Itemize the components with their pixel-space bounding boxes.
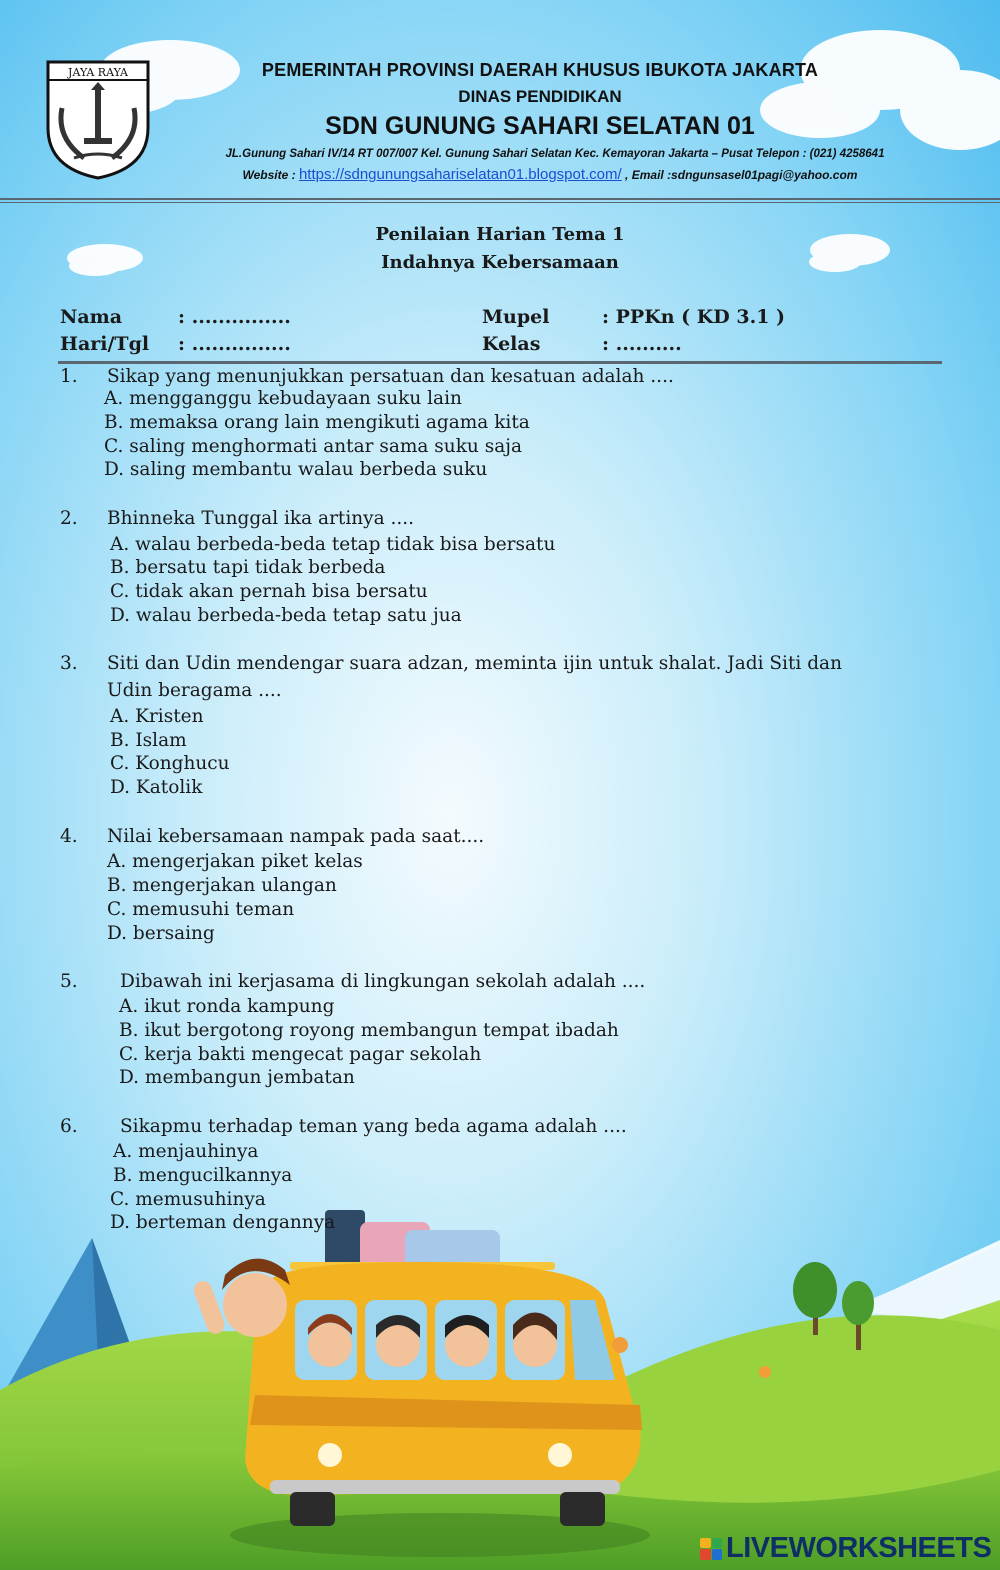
option-5a[interactable]: A. ikut ronda kampung: [119, 996, 335, 1017]
question-number: 2.: [60, 508, 78, 529]
header-divider-thin: [0, 202, 1000, 203]
liveworksheets-badge-icon: [700, 1538, 722, 1560]
option-3a[interactable]: A. Kristen: [110, 706, 204, 727]
mupel-label: Mupel: [482, 306, 550, 328]
government-heading: PEMERINTAH PROVINSI DAERAH KHUSUS IBUKOTA JAKARTA: [261, 60, 819, 80]
question-number: 4.: [60, 826, 78, 847]
question-stem: Dibawah ini kerjasama di lingkungan sekolah adalah ....: [120, 971, 646, 992]
option-5d[interactable]: D. membangun jembatan: [119, 1067, 355, 1088]
question-number: 3.: [60, 653, 78, 674]
nama-field[interactable]: : ...............: [178, 306, 291, 328]
option-6d[interactable]: D. berteman dengannya: [110, 1212, 336, 1233]
question-number: 6.: [60, 1116, 78, 1137]
question-3-continued: Udin beragama ....: [107, 680, 282, 701]
email-text: , Email :sdngunsasel01pagi@yahoo.com: [625, 168, 858, 182]
option-4d[interactable]: D. bersaing: [107, 923, 215, 944]
option-2d[interactable]: D. walau berbeda-beda tetap satu jua: [110, 605, 462, 626]
assessment-title: Penilaian Harian Tema 1: [375, 224, 625, 245]
option-3b[interactable]: B. Islam: [110, 730, 187, 751]
hari-tgl-label: Hari/Tgl: [60, 333, 150, 355]
option-4b[interactable]: B. mengerjakan ulangan: [107, 875, 337, 896]
website-label: Website :: [242, 168, 296, 182]
option-6c[interactable]: C. memusuhinya: [110, 1189, 266, 1210]
liveworksheets-wordmark: LIVEWORKSHEETS: [726, 1532, 992, 1564]
liveworksheets-logo: [700, 1532, 991, 1565]
question-stem: Sikap yang menunjukkan persatuan dan kesatuan adalah ....: [107, 366, 674, 387]
nama-label: Nama: [60, 306, 123, 328]
option-4a[interactable]: A. mengerjakan piket kelas: [107, 851, 363, 872]
option-4c[interactable]: C. memusuhi teman: [107, 899, 295, 920]
school-address: JL.Gunung Sahari IV/14 RT 007/007 Kel. Gunung Sahari Selatan Kec. Kemayoran Jakarta – Pusat Telepon : (021) 4258641: [225, 148, 885, 160]
option-1a[interactable]: A. mengganggu kebudayaan suku lain: [104, 388, 462, 409]
question-stem: Bhinneka Tunggal ika artinya ....: [107, 508, 415, 529]
option-3c[interactable]: C. Konghucu: [110, 753, 230, 774]
option-2b[interactable]: B. bersatu tapi tidak berbeda: [110, 557, 386, 578]
emblem-text: JAYA RAYA: [68, 66, 128, 79]
option-5c[interactable]: C. kerja bakti mengecat pagar sekolah: [119, 1044, 482, 1065]
contact-line: [150, 166, 950, 183]
option-6a[interactable]: A. menjauhinya: [113, 1141, 259, 1162]
question-stem: Siti dan Udin mendengar suara adzan, meminta ijin untuk shalat. Jadi Siti dan: [107, 653, 842, 674]
question-stem: Sikapmu terhadap teman yang beda agama adalah ....: [120, 1116, 627, 1137]
school-name: SDN GUNUNG SAHARI SELATAN 01: [325, 112, 755, 140]
question-stem: Nilai kebersamaan nampak pada saat....: [107, 826, 485, 847]
kelas-field[interactable]: : ..........: [602, 333, 682, 355]
info-divider: [58, 361, 942, 364]
option-5b[interactable]: B. ikut bergotong royong membangun tempat ibadah: [119, 1020, 619, 1041]
option-1b[interactable]: B. memaksa orang lain mengikuti agama kita: [104, 412, 530, 433]
kelas-label: Kelas: [482, 333, 541, 355]
option-1d[interactable]: D. saling membantu walau berbeda suku: [104, 459, 488, 480]
jaya-raya-emblem: [44, 58, 152, 182]
question-number: 1.: [60, 366, 78, 387]
option-2c[interactable]: C. tidak akan pernah bisa bersatu: [110, 581, 428, 602]
hari-tgl-field[interactable]: : ...............: [178, 333, 291, 355]
website-link[interactable]: https://sdngunungsahariselatan01.blogspot.com/: [298, 166, 622, 183]
assessment-subtitle: Indahnya Kebersamaan: [381, 252, 619, 273]
header-divider: [0, 198, 1000, 200]
option-6b[interactable]: B. mengucilkannya: [113, 1165, 293, 1186]
option-3d[interactable]: D. Katolik: [110, 777, 203, 798]
mupel-value: : PPKn ( KD 3.1 ): [602, 306, 786, 328]
option-1c[interactable]: C. saling menghormati antar sama suku saja: [104, 436, 523, 457]
question-number: 5.: [60, 971, 78, 992]
option-2a[interactable]: A. walau berbeda-beda tetap tidak bisa bersatu: [110, 534, 556, 555]
department-heading: DINAS PENDIDIKAN: [458, 87, 622, 106]
